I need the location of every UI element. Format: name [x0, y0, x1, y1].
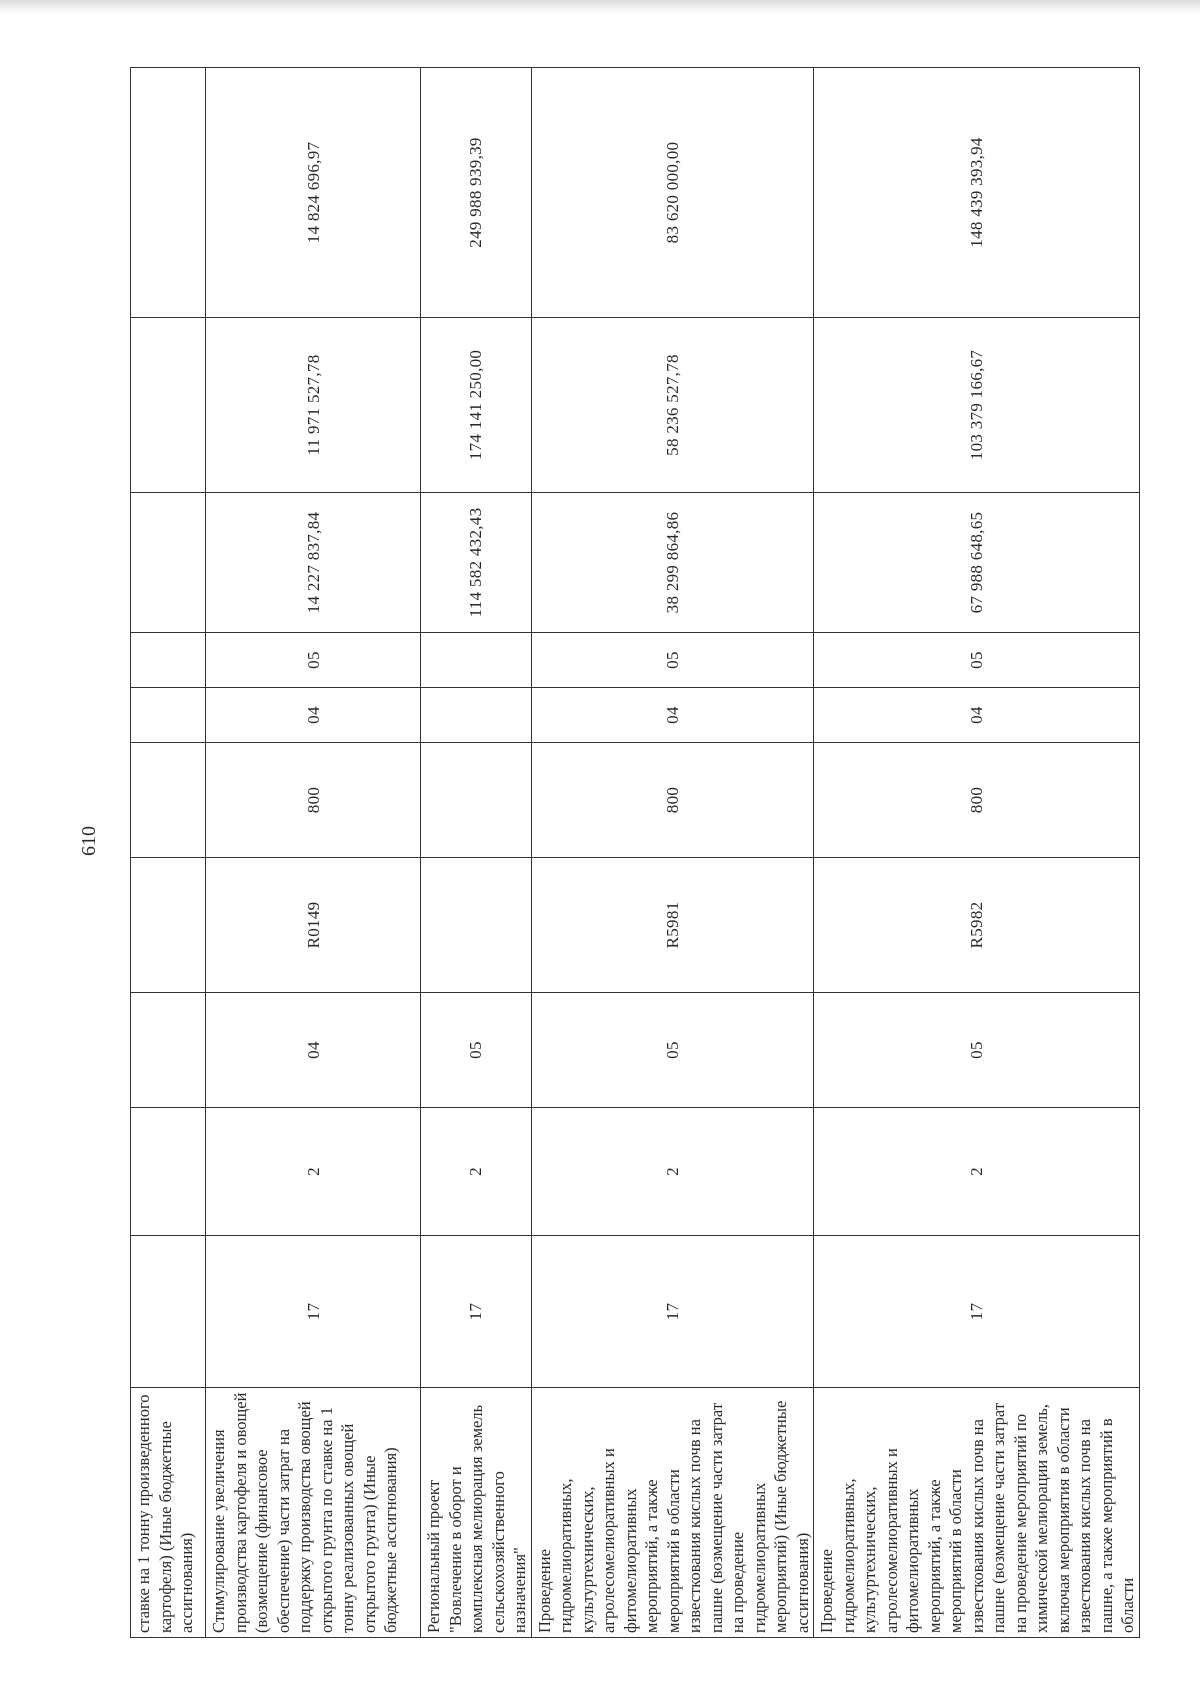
cell-c1: 17 [421, 1236, 532, 1388]
cell-v1: 14 227 837,84 [206, 493, 421, 633]
cell-c6: 04 [814, 688, 1140, 743]
cell-c6 [131, 688, 206, 743]
cell-c1: 17 [531, 1236, 814, 1388]
cell-c5: 800 [206, 743, 421, 858]
page-number: 610 [78, 826, 100, 856]
cell-c7 [421, 633, 532, 688]
cell-c5 [421, 743, 532, 858]
table-row [206, 68, 421, 1638]
cell-c5: 800 [814, 743, 1140, 858]
cell-c5: 800 [531, 743, 814, 858]
cell-v3: 249 988 939,39 [421, 68, 532, 318]
cell-c2 [131, 1108, 206, 1236]
cell-c7: 05 [531, 633, 814, 688]
cell-v3: 14 824 696,97 [206, 68, 421, 318]
cell-c7 [131, 633, 206, 688]
cell-v3: 148 439 393,94 [814, 68, 1140, 318]
cell-c1: 17 [814, 1236, 1140, 1388]
cell-c2: 2 [206, 1108, 421, 1236]
table-row [531, 68, 814, 1638]
cell-c4: R5981 [531, 858, 814, 993]
cell-c3: 05 [814, 993, 1140, 1108]
table-row [131, 68, 206, 1638]
cell-v1 [131, 493, 206, 633]
cell-v2 [131, 318, 206, 493]
cell-v3: 83 620 000,00 [531, 68, 814, 318]
cell-v1: 114 582 432,43 [421, 493, 532, 633]
cell-c4: R0149 [206, 858, 421, 993]
cell-c1: 17 [206, 1236, 421, 1388]
row-name-cell: Проведение гидромелиоративных, культуртехнических, агролесомелиоративных и фитомелиоративных мероприятий, а также мероприятий в области известкования кислых почв на пашне (возмещение части затрат на проведение гидромелиоративных мероприятий) (Иные бюджетные ассигнования) [531, 1388, 814, 1638]
cell-v3 [131, 68, 206, 318]
cell-c3: 04 [206, 993, 421, 1108]
row-name-cell: Стимулирование увеличения производства картофеля и овощей (возмещение (финансовое обеспечение) части затрат на поддержку производства овощей открытого грунта по ставке на 1 тонну реализованных овощей открытого грунта) (Иные бюджетные ассигнования) [206, 1388, 421, 1638]
cell-c6: 04 [206, 688, 421, 743]
row-name-cell: Проведение гидромелиоративных, культуртехнических, агролесомелиоративных и фитомелиоративных мероприятий, а также мероприятий в области известкования кислых почв на пашне (возмещение части затрат на проведение мероприятий по химической мелиорации земель, включая мероприятия в области известкования кислых почв на пашне, а также мероприятий в области [814, 1388, 1140, 1638]
cell-c6: 04 [531, 688, 814, 743]
table-row [421, 68, 532, 1638]
cell-v1: 67 988 648,65 [814, 493, 1140, 633]
cell-c7: 05 [206, 633, 421, 688]
table-row [814, 68, 1140, 1638]
cell-c1 [131, 1236, 206, 1388]
cell-c2: 2 [531, 1108, 814, 1236]
budget-table [130, 67, 1140, 1638]
cell-c3: 05 [421, 993, 532, 1108]
cell-v2: 11 971 527,78 [206, 318, 421, 493]
row-name-cell: ставке на 1 тонну произведенного картофеля) (Иные бюджетные ассигнования) [131, 1388, 206, 1638]
cell-v1: 38 299 864,86 [531, 493, 814, 633]
cell-v2: 58 236 527,78 [531, 318, 814, 493]
cell-c4 [421, 858, 532, 993]
cell-c2: 2 [421, 1108, 532, 1236]
scan-top-edge [0, 0, 1200, 14]
table-body [131, 68, 1140, 1638]
cell-c4: R5982 [814, 858, 1140, 993]
cell-c3 [131, 993, 206, 1108]
cell-v2: 103 379 166,67 [814, 318, 1140, 493]
cell-c6 [421, 688, 532, 743]
cell-c5 [131, 743, 206, 858]
cell-c4 [131, 858, 206, 993]
cell-v2: 174 141 250,00 [421, 318, 532, 493]
cell-c3: 05 [531, 993, 814, 1108]
row-name-cell: Региональный проект "Вовлечение в оборот и комплексная мелиорация земель сельскохозяйственного назначения" [421, 1388, 532, 1638]
cell-c7: 05 [814, 633, 1140, 688]
budget-table-sheet [130, 68, 1137, 1638]
cell-c2: 2 [814, 1108, 1140, 1236]
